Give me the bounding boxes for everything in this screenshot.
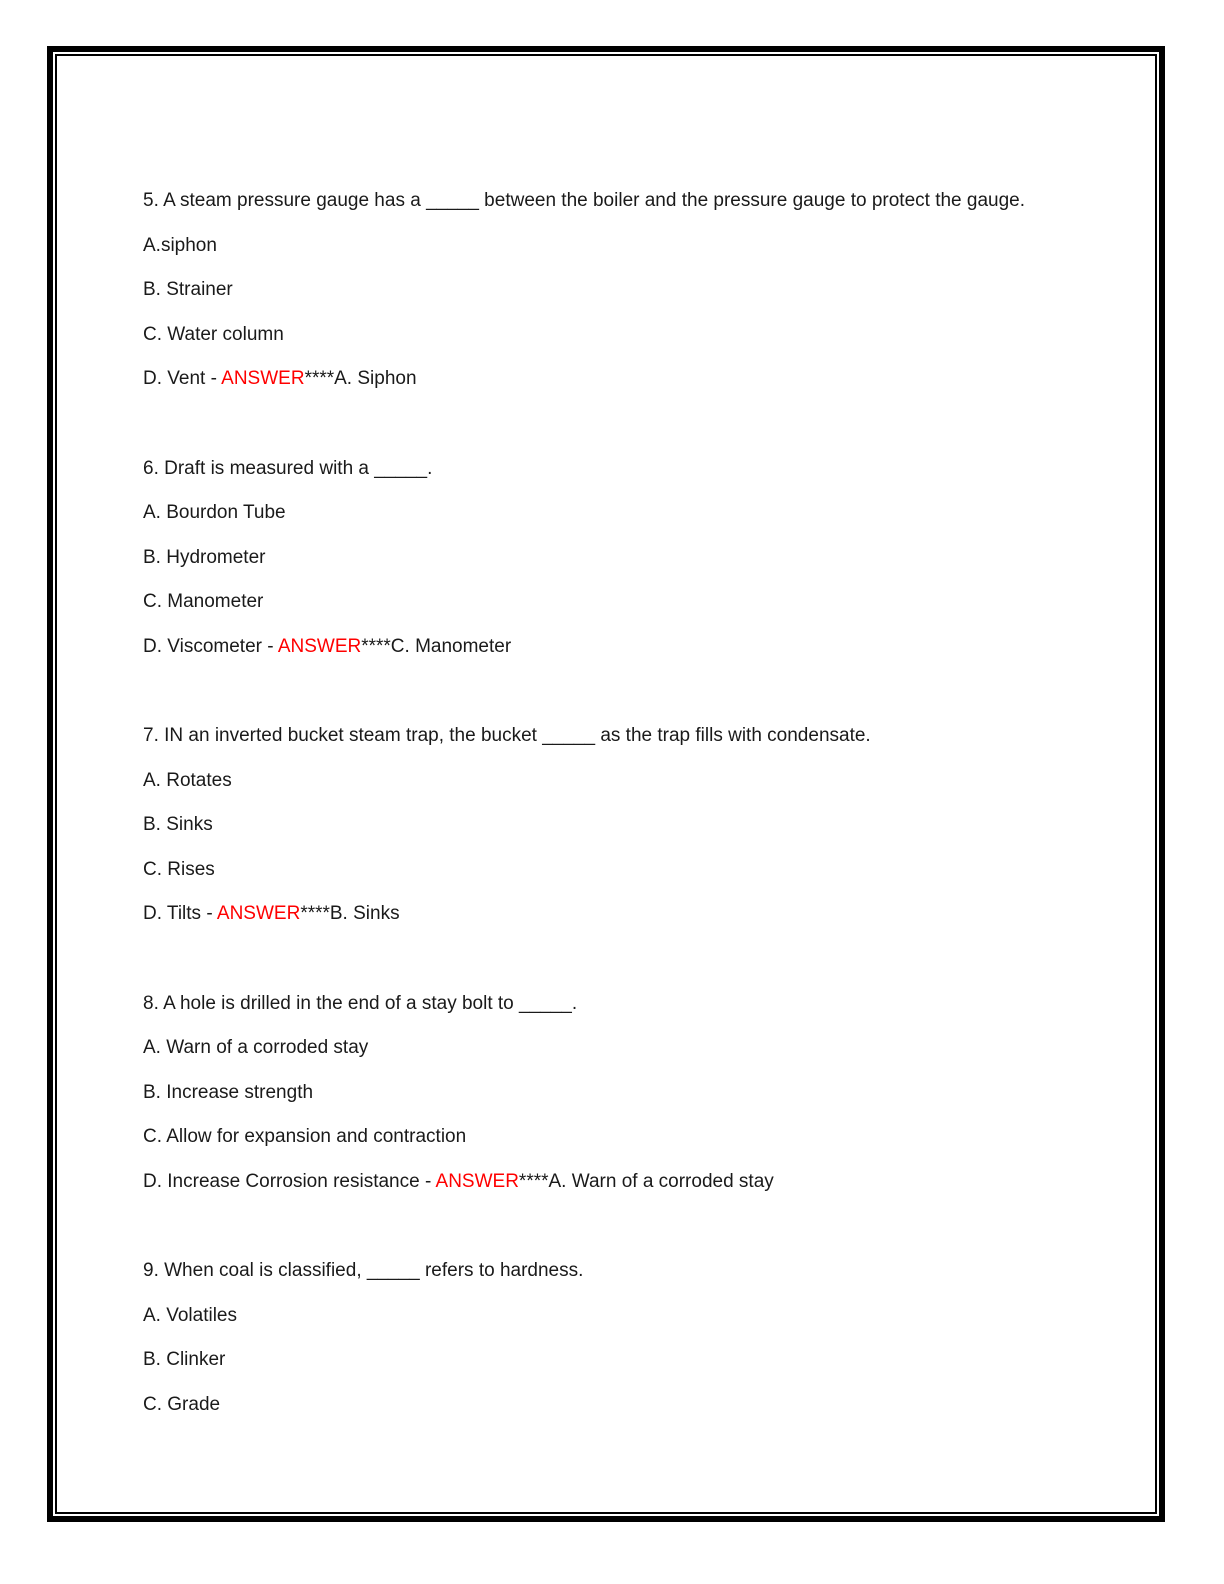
option-a: A. Bourdon Tube (143, 502, 286, 523)
option-c: C. Rises (143, 858, 215, 880)
option-d: D. Viscometer - (143, 635, 278, 657)
answer-text: ****C. Manometer (361, 635, 512, 657)
answer-text: ****B. Sinks (300, 903, 400, 924)
spacer (143, 677, 1123, 722)
answer-label: ANSWER (221, 368, 305, 389)
option-d-with-answer (143, 633, 1123, 678)
spacer (143, 1212, 1123, 1257)
option-a: A.siphon (143, 234, 217, 256)
spacer (143, 945, 1123, 990)
option-d: D. Increase Corrosion resistance - (143, 1170, 436, 1192)
answer-label: ANSWER (216, 903, 301, 924)
option-c: C. Water column (143, 323, 284, 345)
option-c: C. Manometer (143, 591, 264, 612)
question-block (143, 722, 1123, 945)
answer-label: ANSWER (277, 635, 362, 657)
option-b: B. Hydrometer (143, 546, 266, 568)
question-prompt: 8. A hole is drilled in the end of a stay bolt to _____. (143, 992, 578, 1014)
question-prompt: 5. A steam pressure gauge has a _____ between the boiler and the pressure gauge to protect the gauge. (143, 190, 1026, 211)
option-d: D. Vent - (143, 368, 222, 389)
question-block (143, 187, 1123, 410)
option-a: A. Rotates (143, 769, 232, 791)
question-list (143, 187, 1123, 1435)
option-d-with-answer (143, 1168, 1123, 1213)
option-b: B. Strainer (143, 279, 233, 300)
question-block (143, 455, 1123, 678)
option-b: B. Clinker (143, 1349, 226, 1370)
option-d: D. Tilts - (143, 903, 217, 924)
question-block (143, 1257, 1123, 1435)
answer-text: ****A. Siphon (304, 368, 417, 389)
option-a: A. Volatiles (143, 1304, 237, 1326)
spacer (143, 410, 1123, 455)
option-b: B. Sinks (143, 814, 213, 835)
option-a: A. Warn of a corroded stay (143, 1037, 369, 1058)
question-prompt: 6. Draft is measured with a _____. (143, 457, 433, 479)
option-c: C. Grade (143, 1393, 221, 1415)
question-prompt: 7. IN an inverted bucket steam trap, the bucket _____ as the trap fills with condensate. (143, 725, 871, 746)
question-block (143, 990, 1123, 1213)
option-c: C. Allow for expansion and contraction (143, 1126, 467, 1147)
option-d-with-answer (143, 365, 1123, 410)
option-b: B. Increase strength (143, 1081, 314, 1103)
question-prompt: 9. When coal is classified, _____ refers to hardness. (143, 1260, 584, 1281)
answer-label: ANSWER (435, 1170, 519, 1192)
answer-text: ****A. Warn of a corroded stay (518, 1170, 774, 1192)
option-d-with-answer (143, 900, 1123, 945)
